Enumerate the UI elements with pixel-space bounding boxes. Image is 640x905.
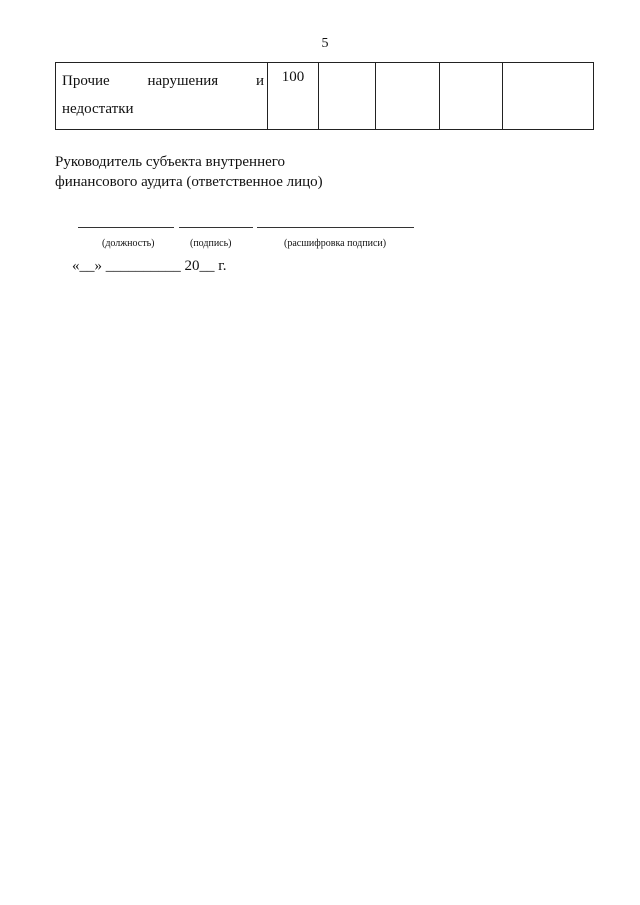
violation-name-word: и	[255, 73, 264, 89]
violation-name-word: недостатки	[62, 101, 134, 117]
violation-name-word: Прочие	[62, 73, 110, 89]
signature-caption: (подпись)	[190, 238, 232, 249]
signatory-title-line: финансового аудита (ответственное лицо)	[55, 174, 323, 190]
decoding-caption: (расшифровка подписи)	[284, 238, 387, 249]
violation-name-word: нарушения	[147, 73, 219, 89]
date-field: «__» __________ 20__ г.	[72, 258, 227, 274]
table-cell	[503, 63, 594, 130]
signatory-title	[55, 152, 323, 192]
decoding-line	[257, 227, 414, 228]
table-row	[56, 63, 594, 130]
table-cell	[376, 63, 440, 130]
violation-name-cell	[56, 63, 268, 130]
position-line	[78, 227, 174, 228]
table-cell	[440, 63, 503, 130]
table-cell	[319, 63, 376, 130]
report-table	[55, 62, 594, 130]
page-number: 5	[321, 36, 329, 51]
position-caption: (должность)	[102, 238, 155, 249]
signatory-title-line: Руководитель субъекта внутреннего	[55, 154, 286, 170]
row-code-cell: 100	[268, 63, 319, 130]
signature-line	[179, 227, 253, 228]
